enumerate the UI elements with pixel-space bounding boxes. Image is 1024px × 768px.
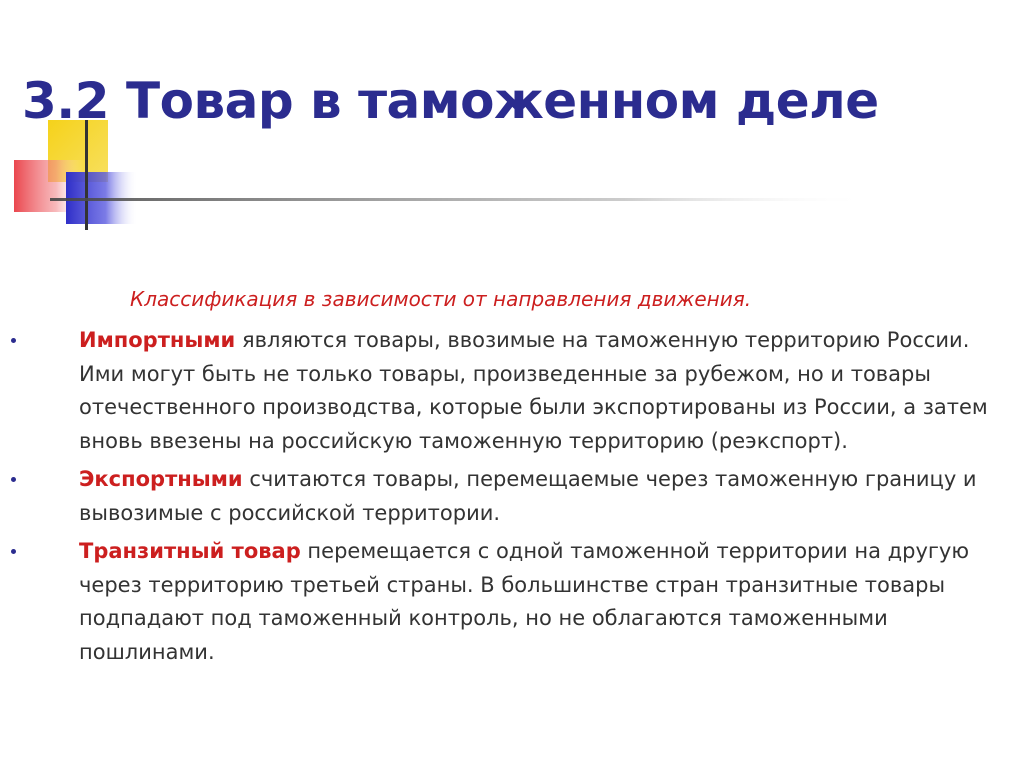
bullet-term: Транзитный товар (79, 539, 301, 563)
bullet-dot-icon (11, 338, 16, 343)
bullet-text: перемещается с одной таможенной территории на другую через территорию третьей страны. В большинстве стран транзитные товары подпадают под таможенный контроль, но не облагаются таможенными пошлинами. (79, 539, 970, 664)
bullet-item-import (0, 324, 1024, 458)
bullet-dot-icon (11, 549, 16, 554)
bullet-term: Экспортными (79, 467, 243, 491)
slide-subtitle: Классификация в зависимости от направления движения. (130, 287, 752, 311)
decor-vertical-line (85, 120, 88, 230)
bullet-item-export (0, 463, 1024, 530)
bullet-term: Импортными (79, 328, 236, 352)
decor-horizontal-line (50, 198, 870, 201)
title-decoration (0, 0, 1024, 260)
bullet-text: являются товары, ввозимые на таможенную территорию России. Ими могут быть не только товары, произведенные за рубежом, но и товары отечественного производства, которые были экспортированы из России, а затем вновь ввезены на российскую таможенную территорию (реэкспорт). (79, 328, 988, 453)
bullet-item-transit (0, 535, 1024, 669)
bullet-text: считаются товары, перемещаемые через таможенную границу и вывозимые с российской территории. (79, 467, 977, 525)
slide-title: 3.2 Товар в таможенном деле (22, 72, 879, 130)
bullet-list (0, 324, 1024, 674)
bullet-dot-icon (11, 477, 16, 482)
